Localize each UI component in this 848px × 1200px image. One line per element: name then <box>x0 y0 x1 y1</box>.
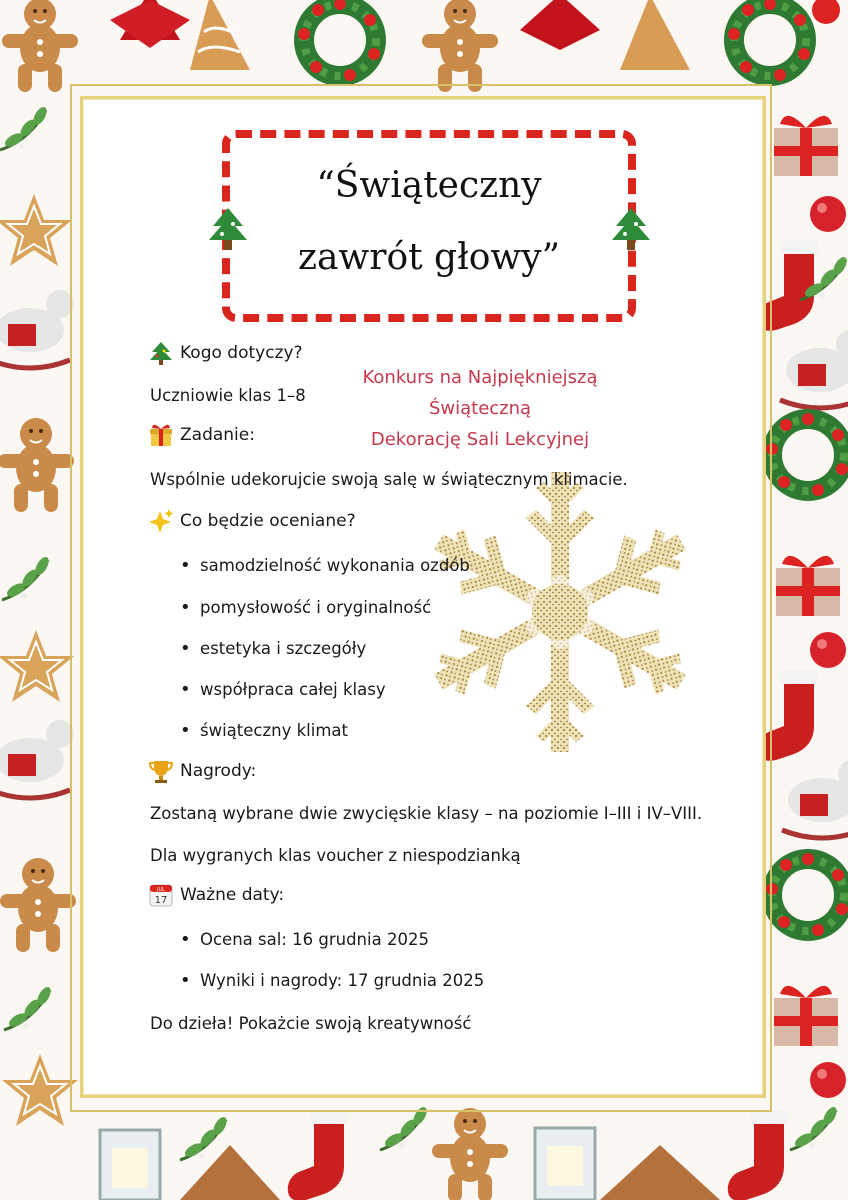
section-criteria-heading: Co będzie oceniane? <box>180 511 356 531</box>
section-criteria <box>148 508 356 534</box>
title-line-2: zawrót głowy” <box>298 237 560 278</box>
section-dates <box>148 882 284 908</box>
section-who-text: Uczniowie klas 1–8 <box>150 386 306 405</box>
trophy-icon <box>148 758 174 784</box>
sparkles-icon <box>148 508 174 534</box>
section-task <box>148 422 255 448</box>
section-task-heading: Zadanie: <box>180 425 255 445</box>
gift-icon <box>148 422 174 448</box>
criteria-item: • świąteczny klimat <box>200 721 348 740</box>
poster-title <box>222 150 636 294</box>
prizes-line-1: Zostaną wybrane dwie zwycięskie klasy – na poziomie I–III i IV–VIII. <box>150 804 703 823</box>
calendar-month: JUL <box>157 887 165 893</box>
dates-item: • Wyniki i nagrody: 17 grudnia 2025 <box>200 971 484 990</box>
section-dates-heading: Ważne daty: <box>180 885 285 905</box>
section-who-heading: Kogo dotyczy? <box>180 343 303 363</box>
christmas-tree-icon <box>148 340 174 366</box>
subtitle-line-2: Dekorację Sali Lekcyjnej <box>370 429 590 450</box>
christmas-tree-icon <box>610 206 652 256</box>
closing-line: Do dzieła! Pokażcie swoją kreatywność <box>150 1014 472 1033</box>
calendar-day: 17 <box>154 895 168 906</box>
christmas-tree-icon <box>207 206 249 256</box>
section-prizes-heading: Nagrody: <box>180 761 257 781</box>
prizes-line-2: Dla wygranych klas voucher z niespodzianką <box>150 846 521 865</box>
snowflake-decoration <box>420 452 700 772</box>
criteria-item: • estetyka i szczegóły <box>200 639 366 658</box>
section-who <box>148 340 303 366</box>
subtitle-line-1: Konkurs na Najpiękniejszą Świąteczną <box>362 367 598 419</box>
section-task-text: Wspólnie udekorujcie swoją salę w świątecznym klimacie. <box>150 470 628 489</box>
calendar-icon <box>148 882 174 908</box>
title-line-1: “Świąteczny <box>316 165 542 206</box>
contest-subtitle <box>330 362 630 455</box>
criteria-item: • pomysłowość i oryginalność <box>200 598 431 617</box>
criteria-item: • współpraca całej klasy <box>200 680 386 699</box>
criteria-item: • samodzielność wykonania ozdób <box>200 556 470 575</box>
section-prizes <box>148 758 256 784</box>
dates-item: • Ocena sal: 16 grudnia 2025 <box>200 930 429 949</box>
